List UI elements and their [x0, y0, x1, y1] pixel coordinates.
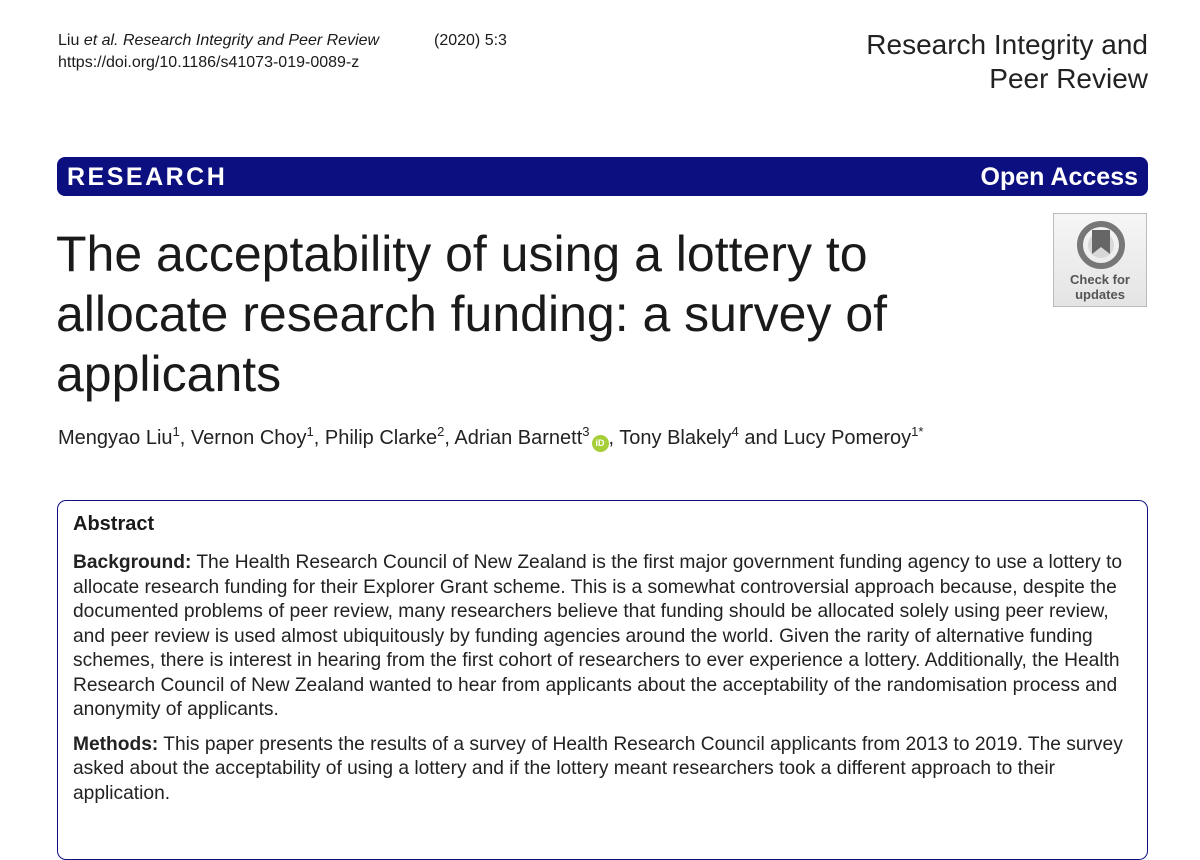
author-name[interactable]: Adrian Barnett — [454, 427, 583, 449]
methods-label: Methods: — [73, 733, 159, 755]
author-list — [58, 424, 923, 452]
author-separator: , — [313, 427, 325, 449]
background-label: Background: — [73, 552, 192, 573]
author-separator: , — [444, 427, 455, 449]
author-name[interactable]: Philip Clarke — [324, 427, 438, 449]
check-for-updates-line1: Check for — [1070, 272, 1130, 287]
article-type-label: RESEARCH — [67, 163, 228, 191]
background-text: The Health Research Council of New Zealand is the first major government funding agency to use a lottery to allocate research funding for their Explorer Grant scheme. This is a somewhat controversial approach because, despite the documented problems of peer review, many researchers believe that funding should be allocated solely using peer review, and peer review is used almost ubiquitously by funding agencies around the world. Given the rarity of alternative funding schemes, there is interest in hearing from the first cohort of researchers to ever experience a lottery. Additionally, the Health Research Council of New Zealand wanted to hear from applicants about the acceptability of the randomisation process and anonymity of applicants. — [73, 552, 1123, 720]
author-separator: , — [608, 427, 620, 449]
author-affiliation: 1 — [172, 424, 180, 439]
methods-text: This paper presents the results of a survey of Health Research Council applicants from 2013 to 2019. The survey asked about the acceptability of using a lottery and if the lottery meant researchers took a different approach to their application. — [73, 733, 1123, 804]
journal-name-line2: Peer Review — [989, 63, 1148, 94]
author-affiliation: 3 — [582, 424, 590, 439]
check-for-updates-badge[interactable] — [1053, 213, 1147, 307]
abstract-background — [73, 551, 1133, 723]
author-affiliation: 1* — [911, 424, 924, 439]
abstract-methods — [73, 733, 1133, 807]
author-separator: and — [738, 427, 784, 449]
running-header — [58, 30, 507, 74]
header-volume: (2020) 5:3 — [434, 32, 507, 49]
orcid-icon[interactable]: iD — [592, 435, 609, 452]
header-first-author: Liu — [58, 32, 80, 49]
author-separator: , — [179, 427, 191, 449]
header-et-al: et al. — [83, 32, 119, 49]
author-name[interactable]: Tony Blakely — [619, 427, 732, 449]
header-doi-link[interactable]: https://doi.org/10.1186/s41073-019-0089-z — [58, 54, 360, 71]
author-affiliation: 4 — [731, 424, 739, 439]
article-type-banner — [57, 157, 1148, 196]
check-for-updates-line2: updates — [1075, 287, 1125, 302]
header-citation-line — [58, 30, 507, 52]
abstract-box — [57, 500, 1148, 860]
author-affiliation: 1 — [306, 424, 314, 439]
author-affiliation: 2 — [437, 424, 445, 439]
author-name[interactable]: Mengyao Liu — [58, 427, 173, 449]
journal-masthead — [866, 28, 1148, 96]
journal-name-line1: Research Integrity and — [866, 29, 1148, 60]
author-name[interactable]: Vernon Choy — [190, 427, 307, 449]
abstract-heading: Abstract — [73, 513, 155, 535]
article-title: The acceptability of using a lottery to allocate research funding: a survey of applicants — [56, 226, 888, 402]
crossmark-icon — [1076, 220, 1126, 270]
header-journal-name: Research Integrity and Peer Review — [122, 32, 380, 49]
check-for-updates-text — [1054, 272, 1146, 302]
open-access-label: Open Access — [980, 163, 1138, 191]
author-name[interactable]: Lucy Pomeroy — [783, 427, 912, 449]
